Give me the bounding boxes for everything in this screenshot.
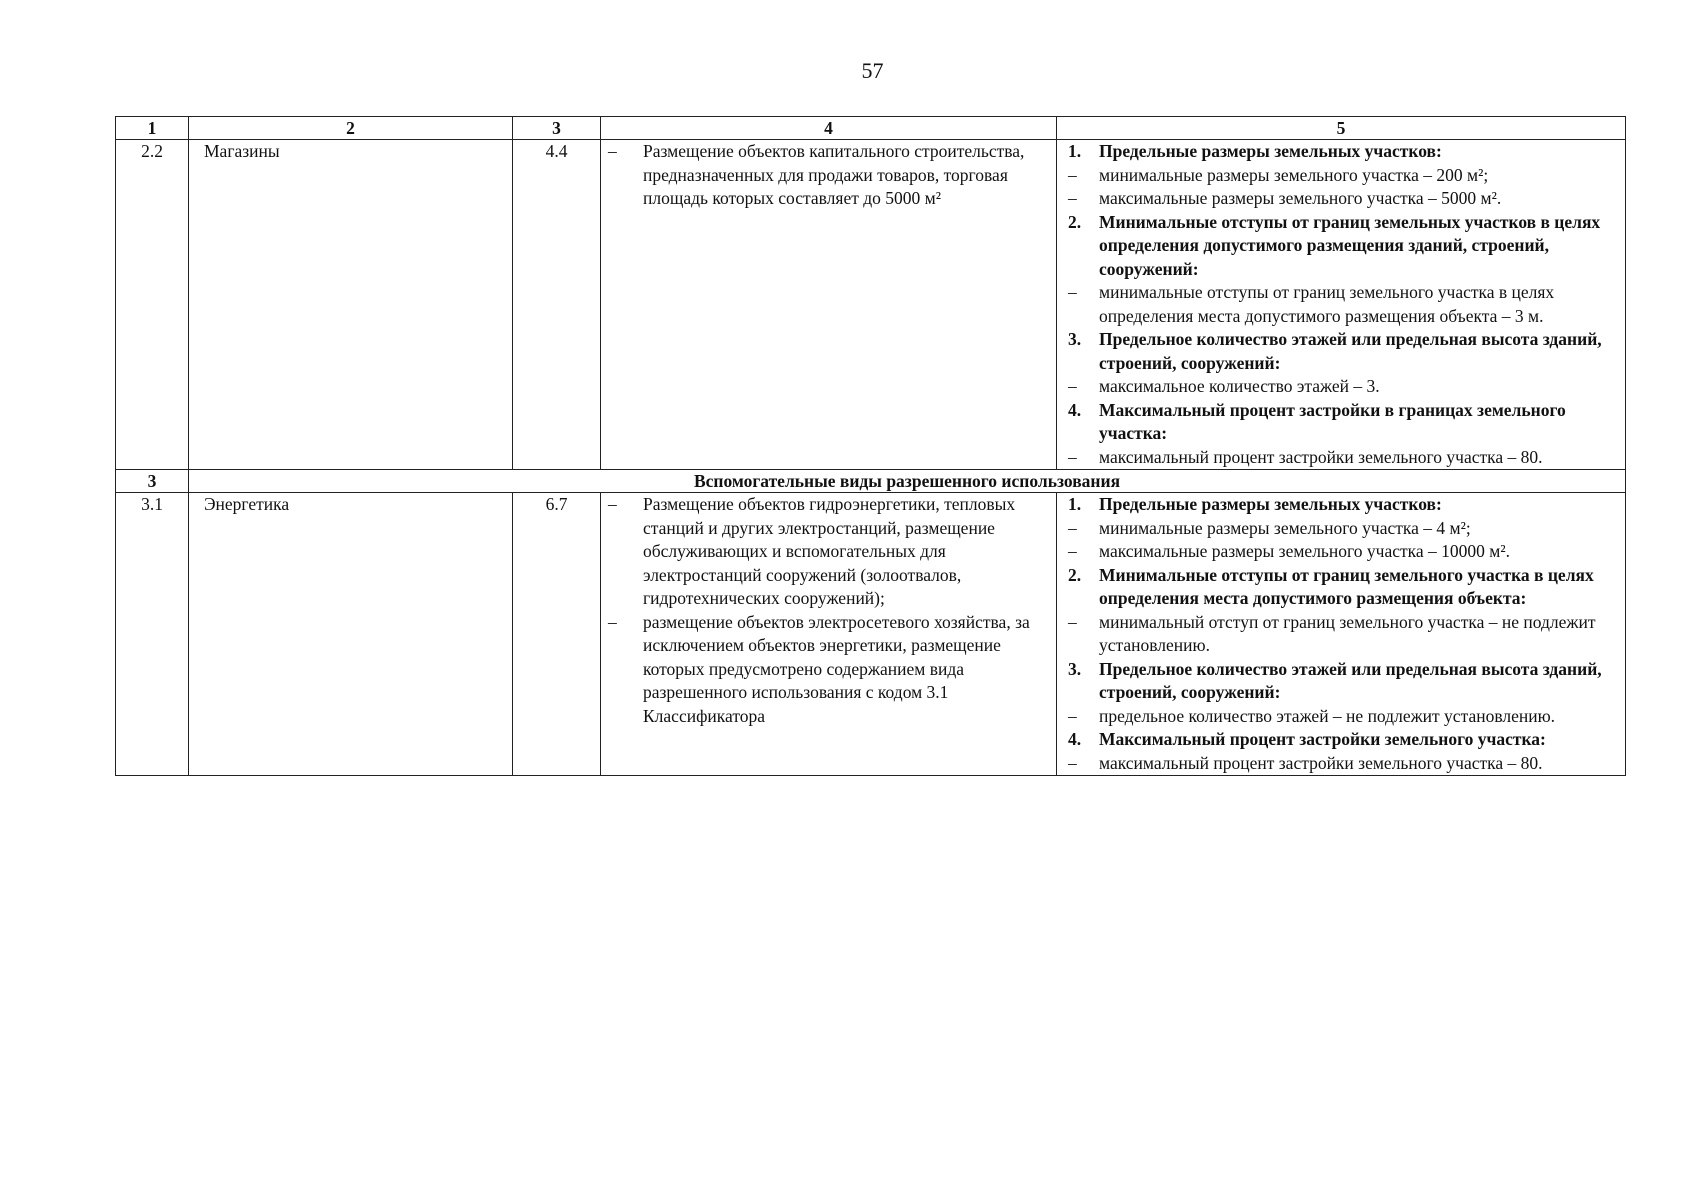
row-number: 2.2	[116, 140, 189, 470]
parameter-heading	[1062, 728, 1620, 752]
item-number: 4.	[1068, 399, 1082, 420]
permitted-parameters	[1057, 493, 1626, 776]
section-number: 3	[116, 470, 189, 493]
parameter-text: Предельные размеры земельных участков:	[1099, 494, 1442, 514]
parameter-heading	[1062, 399, 1620, 446]
parameter-heading	[1062, 658, 1620, 705]
header-col-2: 2	[189, 117, 513, 140]
page-number: 57	[861, 58, 884, 83]
parameter-text: минимальные отступы от границ земельного участка в целях определения места допустимого размещения объекта – 3 м.	[1099, 282, 1555, 326]
dash-bullet: –	[1068, 446, 1077, 467]
parameter-text: Максимальный процент застройки земельного участка:	[1099, 729, 1546, 749]
dash-bullet: –	[1068, 611, 1077, 632]
land-use-name: Магазины	[189, 140, 513, 470]
parameter-item	[1062, 517, 1620, 541]
dash-bullet: –	[608, 141, 617, 161]
parameter-text: максимальные размеры земельного участка – 10000 м².	[1099, 541, 1510, 561]
classifier-code: 4.4	[513, 140, 601, 470]
section-title: Вспомогательные виды разрешенного использования	[189, 470, 1626, 493]
parameter-item	[1062, 752, 1620, 776]
parameter-heading	[1062, 140, 1620, 164]
parameter-heading	[1062, 328, 1620, 375]
dash-bullet: –	[1068, 282, 1077, 302]
parameter-text: минимальные размеры земельного участка – 4 м²;	[1099, 517, 1471, 538]
parameter-text: Предельные размеры земельных участков:	[1099, 141, 1442, 161]
parameter-item	[1062, 611, 1620, 658]
row-number: 3.1	[116, 493, 189, 776]
description-item	[606, 611, 1051, 729]
parameter-text: минимальный отступ от границ земельного участка – не подлежит установлению.	[1099, 611, 1596, 655]
parameter-text: Минимальные отступы от границ земельных участков в целях определения допустимого размещения зданий, строений, сооружений:	[1099, 211, 1601, 279]
table-row	[116, 140, 1626, 470]
dash-bullet: –	[608, 611, 617, 632]
parameter-text: максимальный процент застройки земельного участка – 80.	[1099, 752, 1543, 773]
description-text: размещение объектов электросетевого хозяйства, за исключением объектов энергетики, размещение которых предусмотрено содержанием вида разрешенного использования с кодом 3.1 Классификатора	[643, 611, 1030, 726]
parameter-text: Предельное количество этажей или предельная высота зданий, строений, сооружений:	[1099, 658, 1602, 702]
parameter-text: минимальные размеры земельного участка – 200 м²;	[1099, 164, 1489, 185]
parameter-text: максимальное количество этажей – 3.	[1099, 376, 1380, 396]
header-col-5: 5	[1057, 117, 1626, 140]
permitted-parameters	[1057, 140, 1626, 470]
dash-bullet: –	[1068, 705, 1077, 726]
parameter-heading	[1062, 564, 1620, 611]
dash-bullet: –	[1068, 188, 1077, 208]
parameter-item	[1062, 446, 1620, 470]
item-number: 3.	[1068, 658, 1082, 679]
description-item	[606, 140, 1051, 211]
item-number: 2.	[1068, 564, 1082, 585]
dash-bullet: –	[1068, 752, 1077, 773]
dash-bullet: –	[1068, 541, 1077, 561]
section-row	[116, 470, 1626, 493]
parameter-heading	[1062, 211, 1620, 282]
parameter-text: максимальные размеры земельного участка – 5000 м².	[1099, 188, 1502, 208]
item-number: 3.	[1068, 329, 1082, 349]
dash-bullet: –	[1068, 517, 1077, 538]
header-col-3: 3	[513, 117, 601, 140]
dash-bullet: –	[1068, 164, 1077, 185]
dash-bullet: –	[608, 494, 617, 514]
item-number: 1.	[1068, 141, 1082, 161]
header-col-1: 1	[116, 117, 189, 140]
parameter-text: предельное количество этажей – не подлежит установлению.	[1099, 705, 1556, 726]
parameter-heading	[1062, 493, 1620, 517]
dash-bullet: –	[1068, 376, 1077, 396]
parameter-item	[1062, 540, 1620, 564]
parameter-item	[1062, 164, 1620, 188]
parameter-item	[1062, 187, 1620, 211]
land-use-name: Энергетика	[189, 493, 513, 776]
parameter-text: Максимальный процент застройки в границах земельного участка:	[1099, 399, 1566, 443]
land-use-description	[601, 140, 1057, 470]
parameter-item	[1062, 705, 1620, 729]
table-row	[116, 493, 1626, 776]
parameter-item	[1062, 375, 1620, 399]
parameter-text: Минимальные отступы от границ земельного участка в целях определения места допустимого размещения объекта:	[1099, 564, 1594, 608]
item-number: 2.	[1068, 211, 1082, 232]
land-use-table	[115, 116, 1626, 776]
parameter-text: Предельное количество этажей или предельная высота зданий, строений, сооружений:	[1099, 329, 1602, 373]
parameter-text: максимальный процент застройки земельного участка – 80.	[1099, 446, 1543, 467]
header-col-4: 4	[601, 117, 1057, 140]
item-number: 1.	[1068, 494, 1082, 514]
item-number: 4.	[1068, 729, 1082, 749]
parameter-item	[1062, 281, 1620, 328]
description-text: Размещение объектов гидроэнергетики, тепловых станций и других электростанций, размещение обслуживающих и вспомогательных для электростанций сооружений (золоотвалов, гидротехнических сооружений);	[643, 494, 1016, 608]
classifier-code: 6.7	[513, 493, 601, 776]
description-item	[606, 493, 1051, 611]
description-text: Размещение объектов капитального строительства, предназначенных для продажи товаров, торговая площадь которых составляет до 5000 м²	[643, 141, 1025, 208]
table-header-row	[116, 117, 1626, 140]
land-use-description	[601, 493, 1057, 776]
